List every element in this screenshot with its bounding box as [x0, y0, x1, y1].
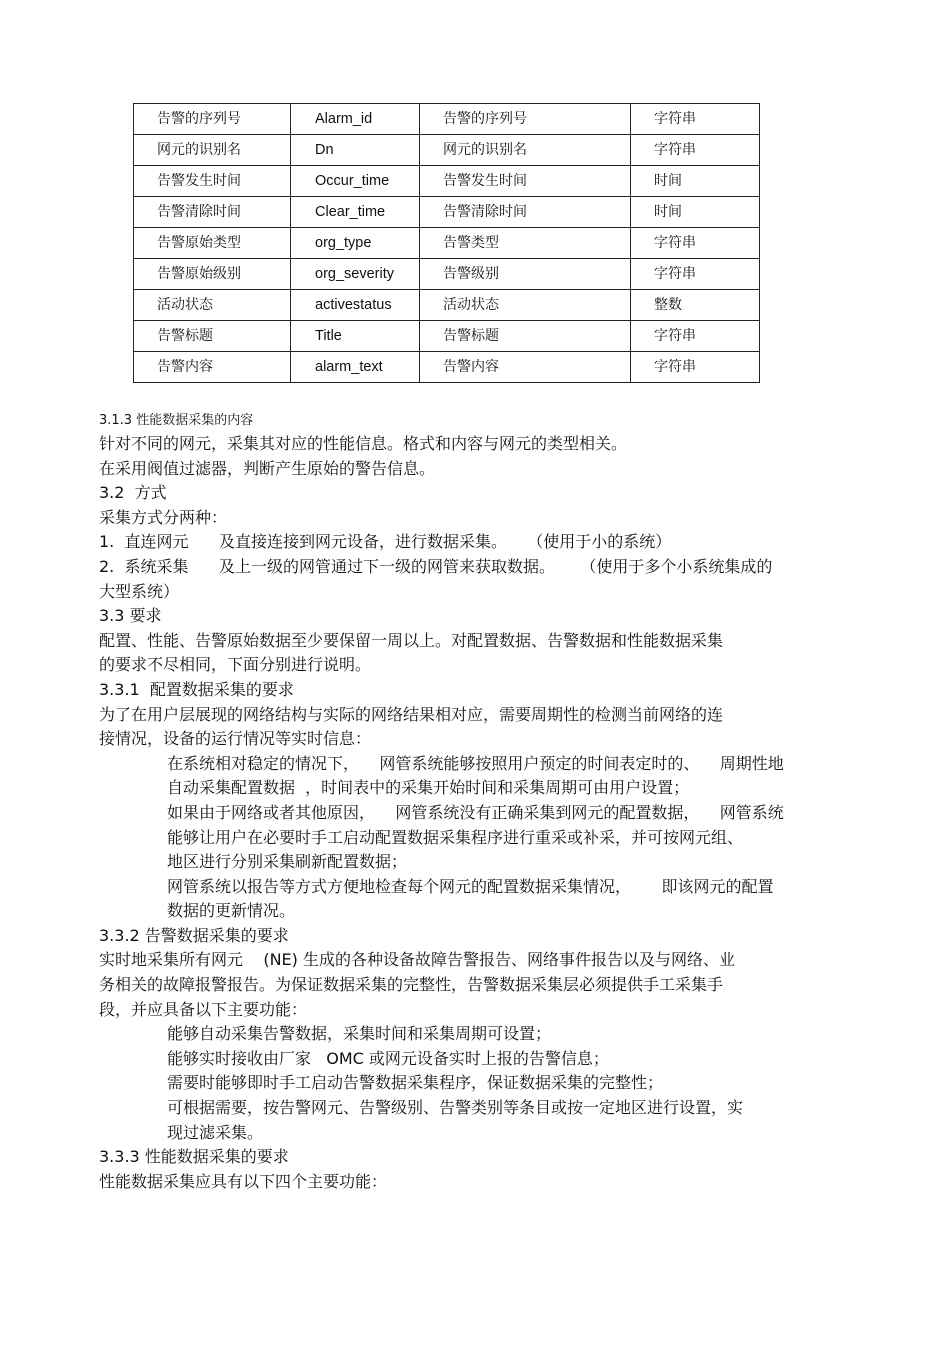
table-cell: 告警原始级别 [134, 259, 291, 290]
indented-item: 能够让用户在必要时手工启动配置数据采集程序进行重采或补采，并可按网元组、 [167, 827, 744, 847]
list-item: 2. 系统采集 及上一级的网管通过下一级的网管来获取数据。 （使用于多个小系统集成的 [99, 556, 773, 576]
table-row [134, 290, 760, 321]
table-cell: 活动状态 [420, 290, 631, 321]
table-cell: 字符串 [631, 321, 760, 352]
indented-item: 自动采集配置数据 ，时间表中的采集开始时间和采集周期可由用户设置； [167, 778, 690, 798]
table-cell: alarm_text [291, 352, 420, 383]
paragraph: 务相关的故障报警报告。为保证数据采集的完整性，告警数据采集层必须提供手工采集手 [99, 975, 724, 995]
section-heading-3-3: 3.3 要求 [99, 606, 162, 626]
table-cell: org_severity [291, 259, 420, 290]
section-heading-3-3-2: 3.3.2 告警数据采集的要求 [99, 925, 289, 945]
table-cell: 告警内容 [134, 352, 291, 383]
table-cell: 字符串 [631, 352, 760, 383]
table-cell: 告警原始类型 [134, 228, 291, 259]
table-cell: Alarm_id [291, 104, 420, 135]
paragraph: 采集方式分两种： [99, 507, 228, 527]
indented-item: 能够自动采集告警数据，采集时间和采集周期可设置； [167, 1024, 552, 1044]
table-cell: 网元的识别名 [420, 135, 631, 166]
table-cell: 告警清除时间 [134, 197, 291, 228]
table-row [134, 321, 760, 352]
table-cell: 告警的序列号 [134, 104, 291, 135]
table-row [134, 352, 760, 383]
indented-item: 如果由于网络或者其他原因， 网管系统没有正确采集到网元的配置数据， 网管系统 [167, 802, 784, 822]
paragraph: 配置、性能、告警原始数据至少要保留一周以上。对配置数据、告警数据和性能数据采集 [99, 630, 724, 650]
table-row [134, 197, 760, 228]
table-cell: Title [291, 321, 420, 352]
indented-item: 在系统相对稳定的情况下， 网管系统能够按照用户预定的时间表定时的、 周期性地 [167, 753, 784, 773]
paragraph: 段，并应具备以下主要功能： [99, 999, 308, 1019]
table-cell: 整数 [631, 290, 760, 321]
table-cell: 字符串 [631, 228, 760, 259]
document-body [99, 410, 859, 1194]
table-cell: 告警的序列号 [420, 104, 631, 135]
table-cell: org_type [291, 228, 420, 259]
paragraph: 性能数据采集应具有以下四个主要功能： [99, 1171, 388, 1191]
table-cell: 网元的识别名 [134, 135, 291, 166]
table-cell: 告警内容 [420, 352, 631, 383]
table-cell: 告警标题 [134, 321, 291, 352]
section-heading-3-1-3: 3.1.3 性能数据采集的内容 [99, 413, 254, 428]
paragraph: 在采用阀值过滤器，判断产生原始的警告信息。 [99, 458, 436, 478]
table-cell: 告警发生时间 [420, 166, 631, 197]
table-row [134, 228, 760, 259]
table-cell: activestatus [291, 290, 420, 321]
section-heading-3-3-3: 3.3.3 性能数据采集的要求 [99, 1147, 289, 1167]
section-heading-3-2: 3.2 方式 [99, 483, 167, 503]
indented-item: 现过滤采集。 [167, 1122, 264, 1142]
table-cell: 字符串 [631, 259, 760, 290]
table-cell: Clear_time [291, 197, 420, 228]
table-row [134, 104, 760, 135]
indented-item: 地区进行分别采集刷新配置数据； [167, 852, 408, 872]
indented-item: 可根据需要，按告警网元、告警级别、告警类别等条目或按一定地区进行设置，实 [167, 1098, 744, 1118]
table-cell: 告警标题 [420, 321, 631, 352]
indented-item: 网管系统以报告等方式方便地检查每个网元的配置数据采集情况， 即该网元的配置 [167, 876, 774, 896]
table-cell: 字符串 [631, 104, 760, 135]
table-cell: 字符串 [631, 135, 760, 166]
table-cell: 时间 [631, 197, 760, 228]
table-cell: 时间 [631, 166, 760, 197]
indented-item: 数据的更新情况。 [167, 901, 296, 921]
table-cell: 告警清除时间 [420, 197, 631, 228]
indented-item: 需要时能够即时手工启动告警数据采集程序，保证数据采集的完整性； [167, 1073, 664, 1093]
table-row [134, 166, 760, 197]
table-row [134, 135, 760, 166]
paragraph: 接情况，设备的运行情况等实时信息： [99, 729, 372, 749]
table-cell: 告警类型 [420, 228, 631, 259]
paragraph: 的要求不尽相同，下面分别进行说明。 [99, 655, 372, 675]
table-row [134, 259, 760, 290]
indented-item: 能够实时接收由厂家 OMC 或网元设备实时上报的告警信息； [167, 1048, 609, 1068]
table-cell: Dn [291, 135, 420, 166]
table-cell: 活动状态 [134, 290, 291, 321]
table-cell: 告警级别 [420, 259, 631, 290]
table-cell: Occur_time [291, 166, 420, 197]
paragraph: 为了在用户层展现的网络结构与实际的网络结果相对应，需要周期性的检测当前网络的连 [99, 704, 724, 724]
alarm-field-table [133, 103, 760, 383]
table-cell: 告警发生时间 [134, 166, 291, 197]
paragraph: 实时地采集所有网元 (NE) 生成的各种设备故障告警报告、网络事件报告以及与网络、业 [99, 950, 735, 970]
list-item-continued: 大型系统） [99, 581, 180, 601]
paragraph: 针对不同的网元，采集其对应的性能信息。格式和内容与网元的类型相关。 [99, 434, 628, 453]
section-heading-3-3-1: 3.3.1 配置数据采集的要求 [99, 679, 294, 699]
list-item: 1. 直连网元 及直接连接到网元设备，进行数据采集。 （使用于小的系统） [99, 532, 672, 552]
